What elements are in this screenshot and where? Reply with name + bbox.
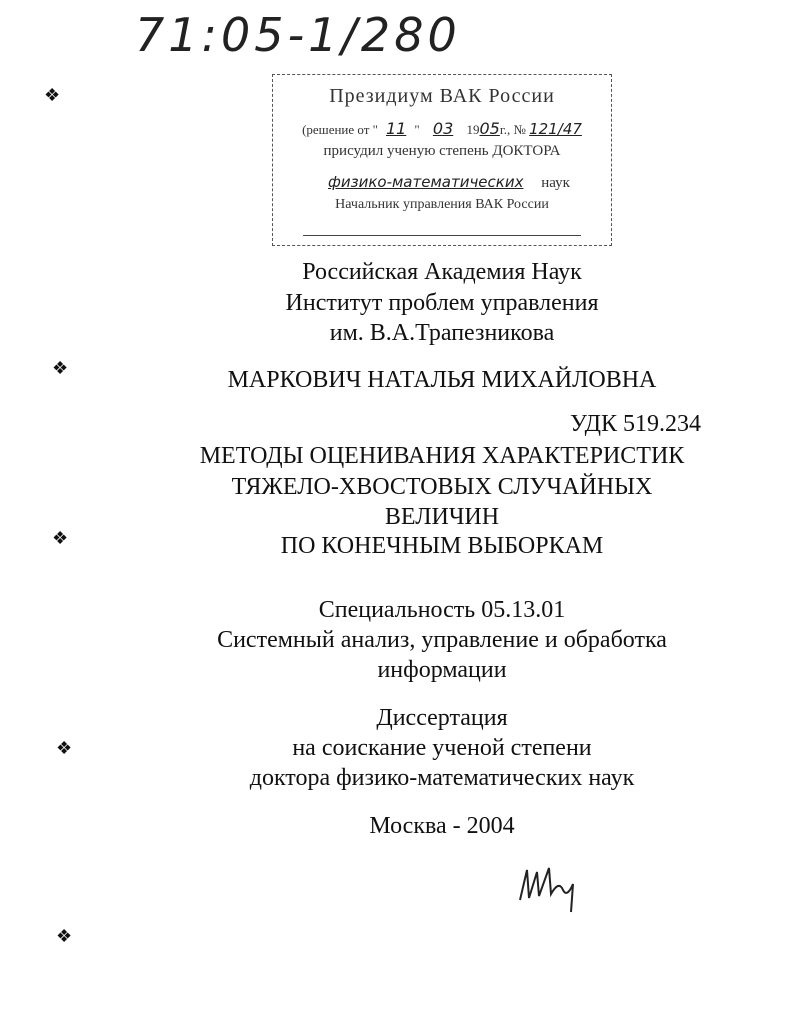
scan-hole-mark-icon: ❖: [52, 528, 69, 548]
title-line-1: МЕТОДЫ ОЦЕНИВАНИЯ ХАРАКТЕРИСТИК: [199, 443, 685, 469]
archive-number: 71:05-1/280: [135, 8, 461, 62]
stamp-text: наук: [541, 175, 570, 191]
thesis-line-1: Диссертация: [376, 705, 508, 731]
title-line-2: ТЯЖЕЛО-ХВОСТОВЫХ СЛУЧАЙНЫХ: [231, 474, 653, 500]
stamp-year: 05: [479, 119, 500, 138]
org-line-1: Российская Академия Наук: [302, 259, 582, 285]
specialty-line-2: Системный анализ, управление и обработка: [217, 627, 667, 653]
scan-hole-mark-icon: ❖: [56, 738, 73, 758]
stamp-line-5: Начальник управления ВАК России: [335, 197, 549, 212]
stamp-field: физико-математических: [328, 173, 524, 191]
scan-hole-mark-icon: ❖: [56, 926, 73, 946]
org-line-2: Институт проблем управления: [285, 290, 599, 316]
place-year: Москва - 2004: [369, 813, 515, 839]
specialty-line-1: Специальность 05.13.01: [318, 597, 566, 623]
specialty-line-3: информации: [377, 657, 507, 683]
thesis-line-3: доктора физико-математических наук: [249, 765, 635, 791]
stamp-text: 19: [466, 122, 480, 137]
stamp-day: 11: [385, 119, 407, 138]
title-line-4: ПО КОНЕЧНЫМ ВЫБОРКАМ: [280, 533, 604, 559]
stamp-text: г., №: [499, 122, 526, 137]
stamp-line-2: [273, 119, 611, 138]
stamp-decision-number: 121/47: [529, 120, 582, 138]
org-line-3: им. В.А.Трапезникова: [329, 320, 555, 346]
stamp-line-3: присудил ученую степень ДОКТОРА: [323, 143, 561, 159]
stamp-signature-line: [303, 235, 581, 236]
scan-hole-mark-icon: ❖: [52, 358, 69, 378]
stamp-text: ": [414, 122, 420, 137]
thesis-line-2: на соискание ученой степени: [292, 735, 592, 761]
scan-hole-mark-icon: ❖: [44, 85, 61, 105]
title-line-3: ВЕЛИЧИН: [384, 504, 500, 530]
stamp-month: 03: [432, 119, 454, 138]
author-signature: [515, 860, 585, 920]
stamp-line-4: [273, 173, 611, 192]
stamp-text: (решение от ": [302, 122, 378, 137]
vak-stamp: [272, 74, 612, 246]
author-name: МАРКОВИЧ НАТАЛЬЯ МИХАЙЛОВНА: [227, 367, 657, 393]
udc-code: УДК 519.234: [570, 411, 701, 437]
stamp-line-1: Президиум ВАК России: [329, 85, 555, 107]
